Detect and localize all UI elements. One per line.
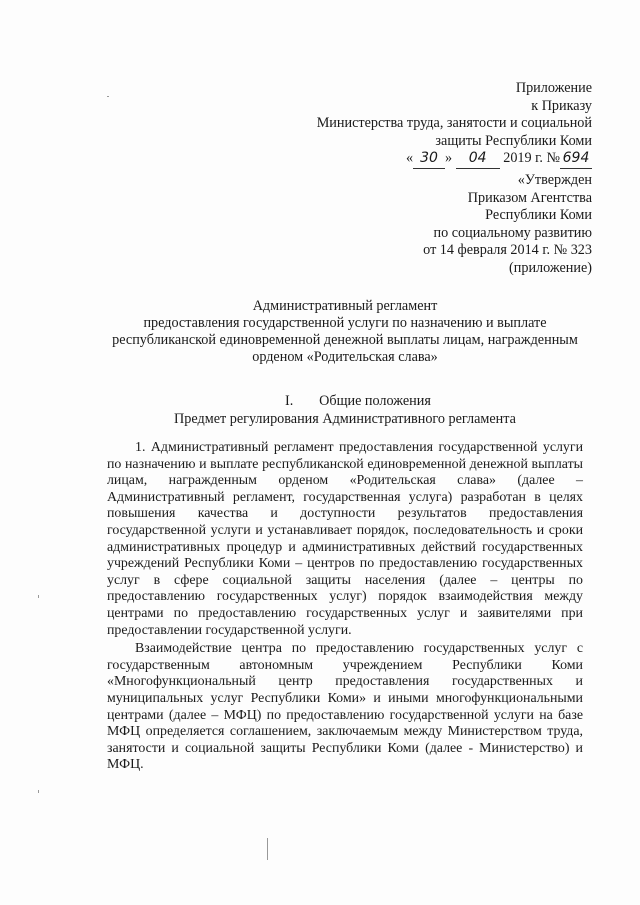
scan-mark — [38, 790, 39, 793]
appendix-line-1: Приложение — [515, 80, 592, 96]
section-number: I. — [284, 393, 294, 409]
approved-line-5: от 14 февраля 2014 г. № 323 — [423, 242, 592, 258]
year-text: 2019 г. № — [503, 150, 560, 166]
date-close-quote: » — [445, 150, 453, 166]
scan-mark — [267, 838, 268, 860]
section-heading — [110, 392, 580, 428]
approved-line-6: (приложение) — [509, 259, 592, 276]
scan-mark — [38, 595, 39, 598]
approved-line-1: «Утвержден — [517, 172, 592, 188]
appendix-header — [317, 80, 592, 169]
appendix-line-4: защиты Республики Коми — [435, 132, 592, 149]
date-open-quote: « — [405, 150, 414, 166]
handwritten-month: 04 — [456, 150, 500, 169]
title-line-3: республиканской единовременной денежной выплаты лицам, награжденным — [112, 332, 578, 348]
handwritten-day: 30 — [413, 150, 445, 169]
section-name: Общие положения — [319, 393, 431, 409]
title-line-2: предоставления государственной услуги по назначению и выплате — [143, 315, 547, 331]
body-text — [107, 440, 583, 776]
appendix-line-2: к Приказу — [531, 97, 592, 114]
document-title — [110, 298, 580, 366]
order-date-line — [317, 150, 592, 169]
section-subtitle: Предмет регулирования Административного регламента — [174, 411, 516, 427]
paragraph-2: Взаимодействие центра по предоставлению государственных услуг с государственным автономным учреждением Республики Коми «Многофункциональный центр предоставления государственных и муниципальных услуг Республики Коми» и иными многофункциональными центрами (далее – МФЦ) по предоставлению государственной услуги на базе МФЦ определяется соглашением, заключаемым между Министерством труда, занятости и социальной защиты Республики Коми (далее - Министерство) и МФЦ. — [107, 641, 583, 773]
section-title — [110, 392, 580, 410]
appendix-line-3: Министерства труда, занятости и социальной — [316, 115, 592, 131]
handwritten-order-number: 694 — [560, 150, 592, 169]
paragraph-1: 1. Административный регламент предоставления государственной услуги по назначению и выплате республиканской единовременной денежной выплаты лицам, награжденным орденом «Родительская слава» (далее – Административный регламент, государственная услуга) разработан в целях повышения качества и доступности результатов предоставления государственной услуги и устанавливает порядок, последовательность и сроки административных процедур и административных действий государственных учреждений Республики Коми – центров по предоставлению государственных услуг в сфере социальной защиты населения (далее – центры по предоставлению государственных услуг) порядок взаимодействия между центрами по предоставлению государственных услуг и заявителями при предоставлении государственной услуги. — [107, 440, 583, 638]
approved-line-2: Приказом Агентства — [467, 189, 592, 206]
title-line-1: Административный регламент — [252, 298, 438, 314]
approved-block — [423, 172, 592, 277]
approved-line-3: Республики Коми — [485, 207, 592, 223]
title-line-4: орденом «Родительская слава» — [252, 349, 438, 365]
approved-line-4: по социальному развитию — [433, 224, 592, 241]
scan-mark — [107, 96, 109, 97]
